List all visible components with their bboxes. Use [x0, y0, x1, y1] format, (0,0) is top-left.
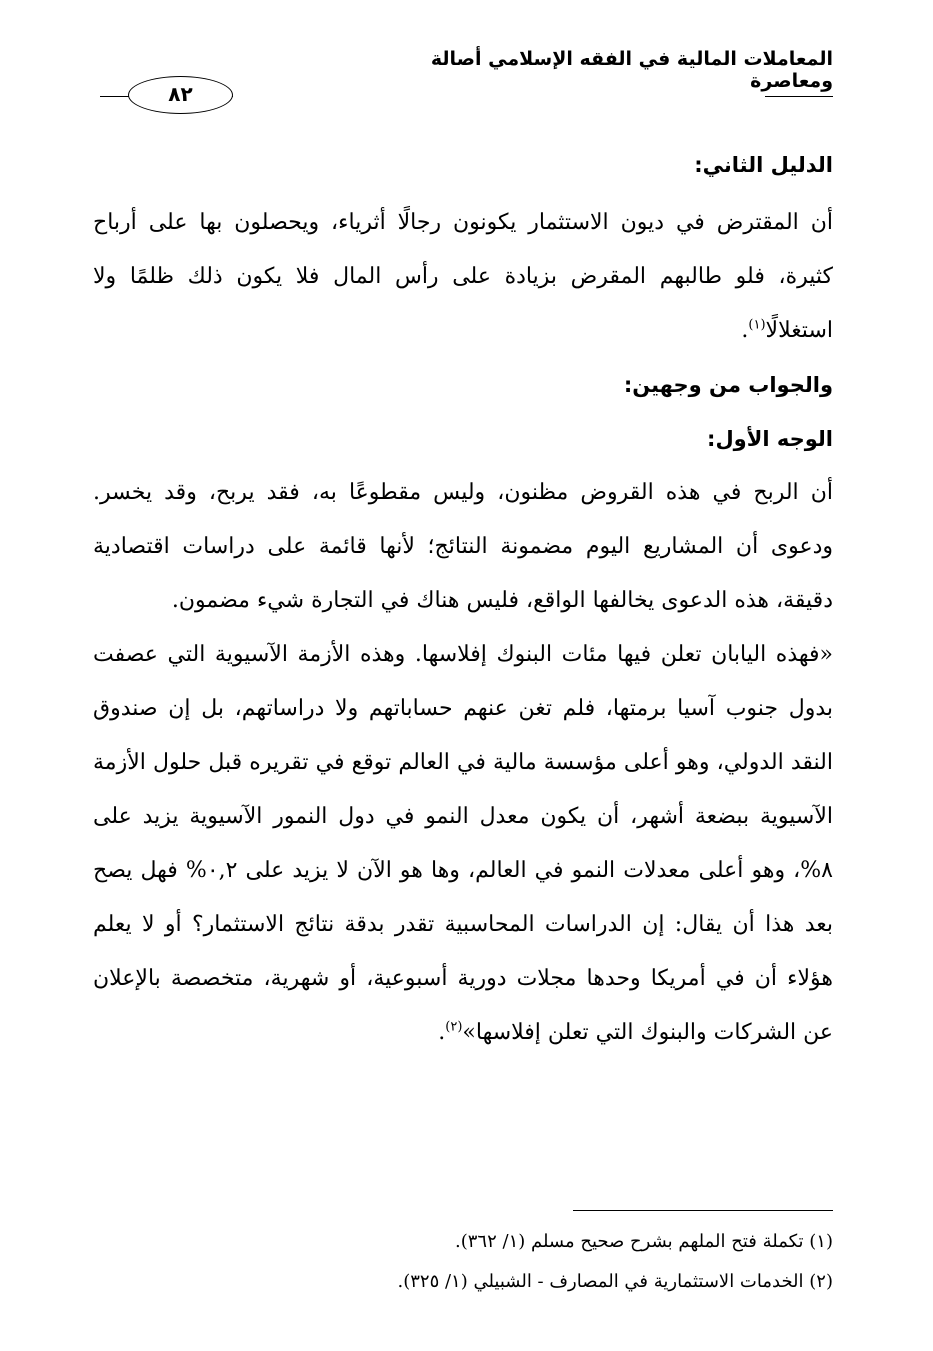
header-title: المعاملات المالية في الفقه الإسلامي أصالة ومعاصرة: [430, 48, 833, 92]
paragraph-3-text: «فهذه اليابان تعلن فيها مئات البنوك إفلاسها. وهذه الأزمة الآسيوية التي عصفت بدول جنوب آسيا برمتها، فلم تغن عنهم حساباتهم ولا دراساتهم، بل إن صندوق النقد الدولي، وهو أعلى مؤسسة مالية في العالم توقع في تقريره قبل حلول الأزمة الآسيوية ببضعة أشهر، أن يكون معدل النمو في دول النمور الآسيوية يزيد على ٨%، وهو أعلى معدلات النمو في العالم، وها هو الآن لا يزيد على ٠,٢% فهل يصح بعد هذا أن يقال: إن الدراسات المحاسبية تقدر بدقة نتائج الاستثمار؟ أو لا يعلم هؤلاء أن في أمريكا وحدها مجلات دورية أسبوعية، أو شهرية، متخصصة بالإعلان عن الشركات والبنوك التي تعلن إفلاسها»: [93, 642, 833, 1045]
paragraph-1-text: أن المقترض في ديون الاستثمار يكونون رجالًا أثرياء، ويحصلون بها على أرباح كثيرة، فلو طالبهم المقرض بزيادة على رأس المال فلا يكون ذلك ظلمًا ولا استغلالًا: [93, 210, 833, 343]
page-number: ٨٢: [128, 76, 233, 114]
heading-first-aspect: الوجه الأول:: [707, 427, 833, 451]
paragraph-1: [93, 196, 833, 358]
footnotes: [93, 1222, 833, 1302]
footnote-1: (١) تكملة فتح الملهم بشرح صحيح مسلم (١/ ٣٦٢).: [455, 1231, 833, 1252]
footnote-separator: [573, 1210, 833, 1211]
heading-second-evidence: الدليل الثاني:: [694, 153, 833, 177]
footnote-2: (٢) الخدمات الاستثمارية في المصارف - الشبيلي (١/ ٣٢٥).: [397, 1271, 833, 1292]
paragraph-3-end: .: [438, 1020, 446, 1045]
header-rule-right: [765, 96, 833, 97]
paragraph-2: أن الربح في هذه القروض مظنون، وليس مقطوعًا به، فقد يربح، وقد يخسر. ودعوى أن المشاريع اليوم مضمونة النتائج؛ لأنها قائمة على دراسات اقتصادية دقيقة، هذه الدعوى يخالفها الواقع، فليس هناك في التجارة شيء مضمون.: [93, 480, 833, 613]
footnote-ref-1: (١): [748, 317, 766, 333]
heading-answer: والجواب من وجهين:: [623, 373, 833, 397]
paragraph-3: [93, 628, 833, 1060]
main-text: [93, 138, 833, 1060]
footnote-ref-2: (٢): [445, 1019, 463, 1035]
paragraph-1-end: .: [741, 318, 749, 343]
